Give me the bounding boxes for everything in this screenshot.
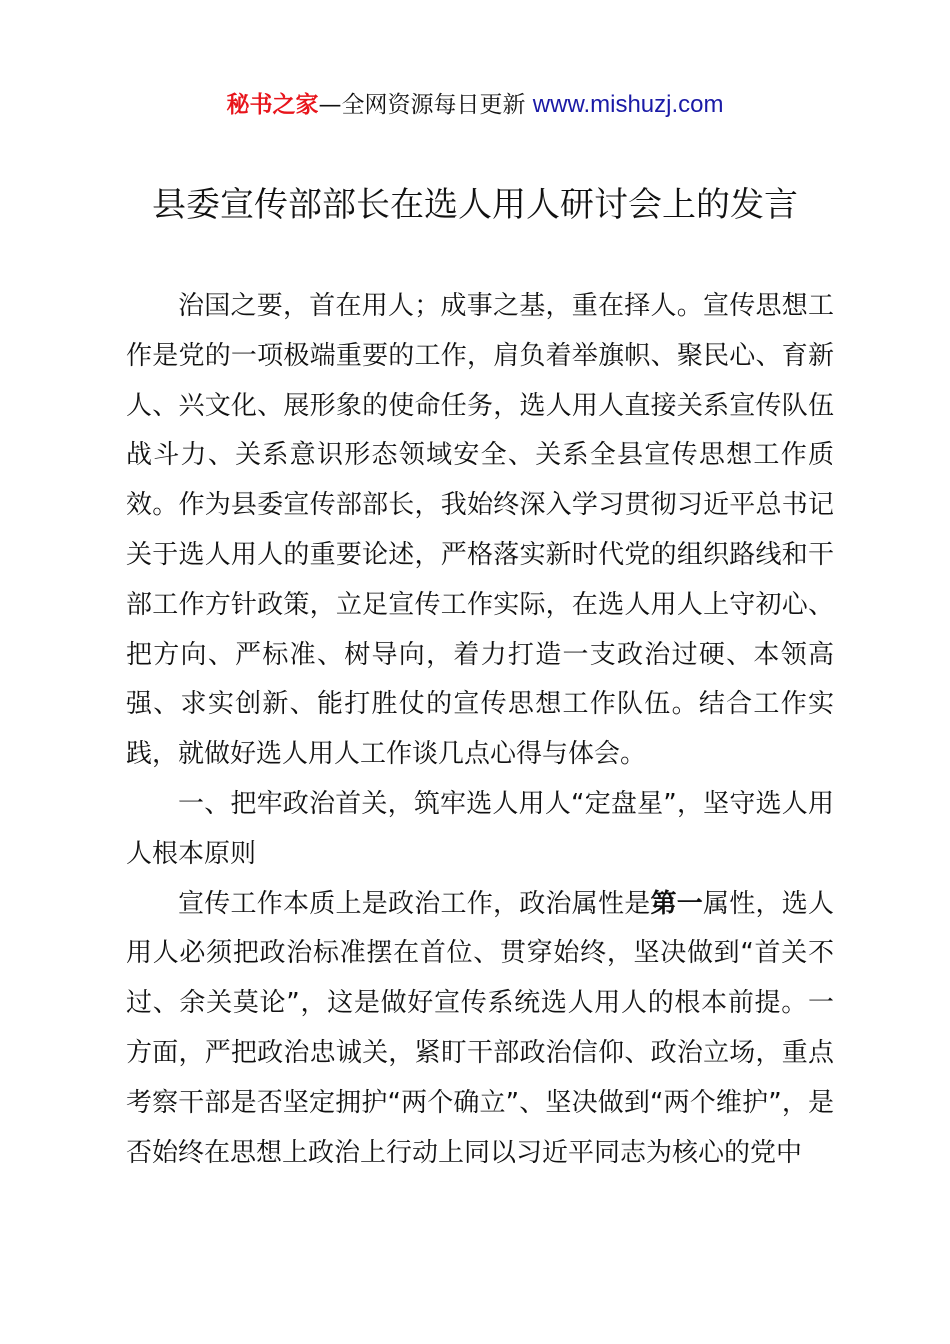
brand-name: 秘书之家 [226, 92, 319, 118]
document-body [126, 282, 834, 1178]
paragraph-text-rest: 属性，选人用人必须把政治标准摆在首位、贯穿始终，坚决做到“首关不过、余关莫论”，这是做好宣传系统选人用人的根本前提。一方面，严把政治忠诚关，紧盯干部政治信仰、政治立场，重点考察干部是否坚定拥护“两个确立”、坚决做到“两个维护”，是否始终在思想上政治上行动上同以习近平同志为核心的党中 [126, 888, 834, 1168]
section-1-paragraph [126, 880, 834, 1179]
paragraph-text-start: 宣传工作本质上是政治工作，政治属性是 [178, 888, 651, 919]
bold-emphasis: 第一 [650, 888, 703, 919]
header-tagline: —全网资源每日更新 [318, 92, 526, 118]
section-heading-1: 一、把牢政治首关，筑牢选人用人“定盘星”，坚守选人用人根本原则 [126, 788, 834, 869]
intro-paragraph: 治国之要，首在用人；成事之基，重在择人。宣传思想工作是党的一项极端重要的工作，肩负着举旗帜、聚民心、育新人、兴文化、展形象的使命任务，选人用人直接关系宣传队伍战斗力、关系意识形态领域安全、关系全县宣传思想工作质效。作为县委宣传部部长，我始终深入学习贯彻习近平总书记关于选人用人的重要论述，严格落实新时代党的组织路线和干部工作方针政策，立足宣传工作实际，在选人用人上守初心、把方向、严标准、树导向，着力打造一支政治过硬、本领高强、求实创新、能打胜仗的宣传思想工作队伍。结合工作实践，就做好选人用人工作谈几点心得与体会。 [126, 291, 834, 770]
document-title: 县委宣传部部长在选人用人研讨会上的发言 [152, 185, 798, 225]
watermark-header [0, 88, 950, 122]
site-url-link[interactable]: www.mishuzj.com [532, 91, 724, 118]
